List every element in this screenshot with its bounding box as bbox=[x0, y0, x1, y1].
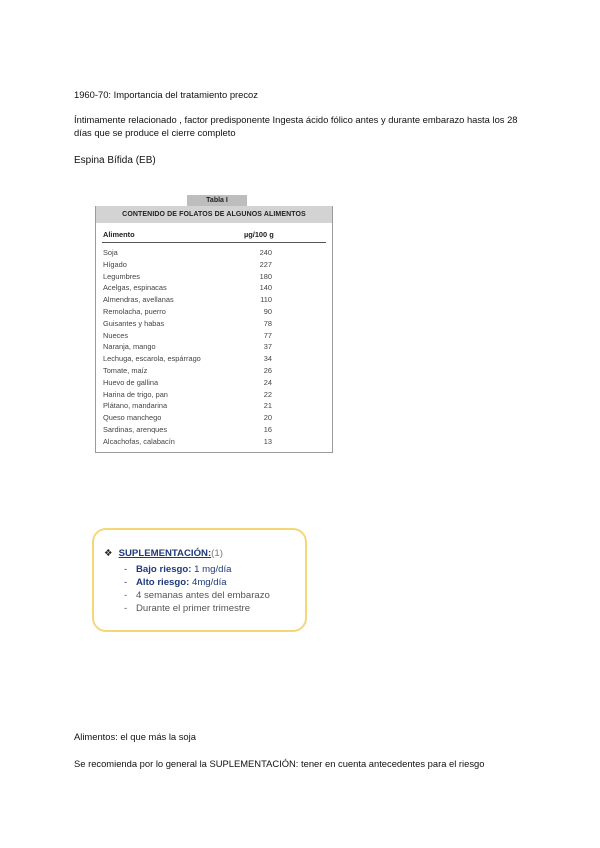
column-header-value: µg/100 g bbox=[244, 230, 274, 239]
table-cell-food: Sardinas, arenques bbox=[103, 424, 168, 434]
table-row bbox=[96, 318, 332, 330]
table-row bbox=[96, 330, 332, 342]
supplement-item bbox=[124, 563, 270, 576]
table-cell-food: Naranja, mango bbox=[103, 342, 156, 352]
table-cell-food: Harina de trigo, pan bbox=[103, 389, 168, 399]
table-cell-value: 34 bbox=[263, 354, 272, 364]
table-row bbox=[96, 271, 332, 283]
dash-bullet: - bbox=[124, 590, 128, 601]
table-cell-value: 227 bbox=[259, 259, 272, 269]
table-row bbox=[96, 282, 332, 294]
table-row bbox=[96, 247, 332, 259]
table-cell-value: 26 bbox=[263, 365, 272, 375]
table-row bbox=[96, 306, 332, 318]
table-cell-value: 110 bbox=[260, 295, 272, 305]
table-row bbox=[96, 353, 332, 365]
header-divider bbox=[102, 242, 326, 243]
table-cell-value: 13 bbox=[263, 436, 272, 446]
table-row bbox=[96, 259, 332, 271]
table-cell-value: 20 bbox=[263, 413, 272, 423]
table-cell-food: Tomate, maíz bbox=[103, 365, 148, 375]
table-cell-value: 24 bbox=[263, 377, 272, 387]
table-row bbox=[96, 400, 332, 412]
table-cell-food: Alcachofas, calabacín bbox=[103, 436, 175, 446]
supplement-item-label: Bajo riesgo: bbox=[136, 564, 192, 575]
table-cell-value: 90 bbox=[263, 306, 272, 316]
supplement-item bbox=[124, 589, 270, 602]
paragraph-folic-acid: Íntimamente relacionado , factor predisponente Ingesta ácido fólico antes y durante embarazo hasta los 28 días que se produce el cierre completo bbox=[74, 114, 518, 138]
table-cell-food: Guisantes y habas bbox=[103, 318, 165, 328]
table-cell-value: 37 bbox=[263, 342, 272, 352]
table-cell-food: Lechuga, escarola, espárrago bbox=[103, 354, 201, 364]
table-cell-food: Legumbres bbox=[103, 271, 140, 281]
table-row bbox=[96, 294, 332, 306]
table-cell-value: 140 bbox=[259, 283, 272, 293]
table-cell-food: Remolacha, puerro bbox=[103, 306, 166, 316]
table-cell-food: Almendras, avellanas bbox=[103, 295, 174, 305]
table-cell-food: Nueces bbox=[103, 330, 129, 340]
supplement-item-text: 1 mg/día bbox=[191, 564, 232, 575]
paragraph-spina-bifida: Espina Bífida (EB) bbox=[74, 155, 156, 166]
paragraph-foods: Alimentos: el que más la soja bbox=[74, 731, 196, 742]
table-cell-food: Queso manchego bbox=[103, 413, 162, 423]
table-cell-value: 180 bbox=[259, 271, 272, 281]
table-cell-food: Hígado bbox=[103, 259, 127, 269]
supplement-reference: (1) bbox=[211, 548, 223, 559]
supplement-item-text: 4 semanas antes del embarazo bbox=[136, 590, 270, 601]
dash-bullet: - bbox=[124, 577, 128, 588]
table-cell-value: 21 bbox=[263, 401, 272, 411]
diamond-bullet-icon: ❖ bbox=[104, 548, 113, 559]
dash-bullet: - bbox=[124, 603, 128, 614]
table-row bbox=[96, 365, 332, 377]
dash-bullet: - bbox=[124, 564, 128, 575]
table-tab-label: Tabla I bbox=[187, 195, 247, 206]
supplement-list bbox=[124, 563, 270, 615]
supplement-item-text: Durante el primer trimestre bbox=[136, 603, 251, 614]
table-cell-food: Soja bbox=[103, 248, 118, 257]
table-row bbox=[96, 424, 332, 436]
table-title: CONTENIDO DE FOLATOS DE ALGUNOS ALIMENTOS bbox=[96, 206, 332, 223]
table-box bbox=[95, 206, 333, 453]
column-header-food: Alimento bbox=[103, 230, 135, 239]
table-cell-food: Plátano, mandarina bbox=[103, 401, 168, 411]
table-row bbox=[96, 412, 332, 424]
paragraph-history: 1960-70: Importancia del tratamiento precoz bbox=[74, 89, 258, 100]
table-cell-value: 240 bbox=[259, 248, 272, 257]
supplement-title-text: SUPLEMENTACIÓN: bbox=[118, 548, 212, 559]
supplement-item-label: Alto riesgo: bbox=[136, 577, 190, 588]
supplement-item bbox=[124, 576, 270, 589]
table-cell-food: Acelgas, espinacas bbox=[103, 283, 167, 293]
table-row bbox=[96, 341, 332, 353]
table-row bbox=[96, 436, 332, 448]
supplement-box bbox=[92, 528, 307, 632]
table-cell-food: Huevo de gallina bbox=[103, 377, 159, 387]
table-row bbox=[96, 389, 332, 401]
table-cell-value: 77 bbox=[263, 330, 272, 340]
supplement-title bbox=[104, 548, 223, 559]
folate-table bbox=[95, 195, 333, 455]
table-cell-value: 16 bbox=[263, 424, 272, 434]
table-cell-value: 78 bbox=[263, 318, 272, 328]
paragraph-recommendation: Se recomienda por lo general la SUPLEMENTACIÓN: tener en cuenta antecedentes para el riesgo bbox=[74, 758, 485, 769]
table-cell-value: 22 bbox=[263, 389, 272, 399]
table-rows bbox=[96, 247, 332, 448]
supplement-item bbox=[124, 602, 270, 615]
table-row bbox=[96, 377, 332, 389]
supplement-item-text: 4mg/día bbox=[189, 577, 227, 588]
